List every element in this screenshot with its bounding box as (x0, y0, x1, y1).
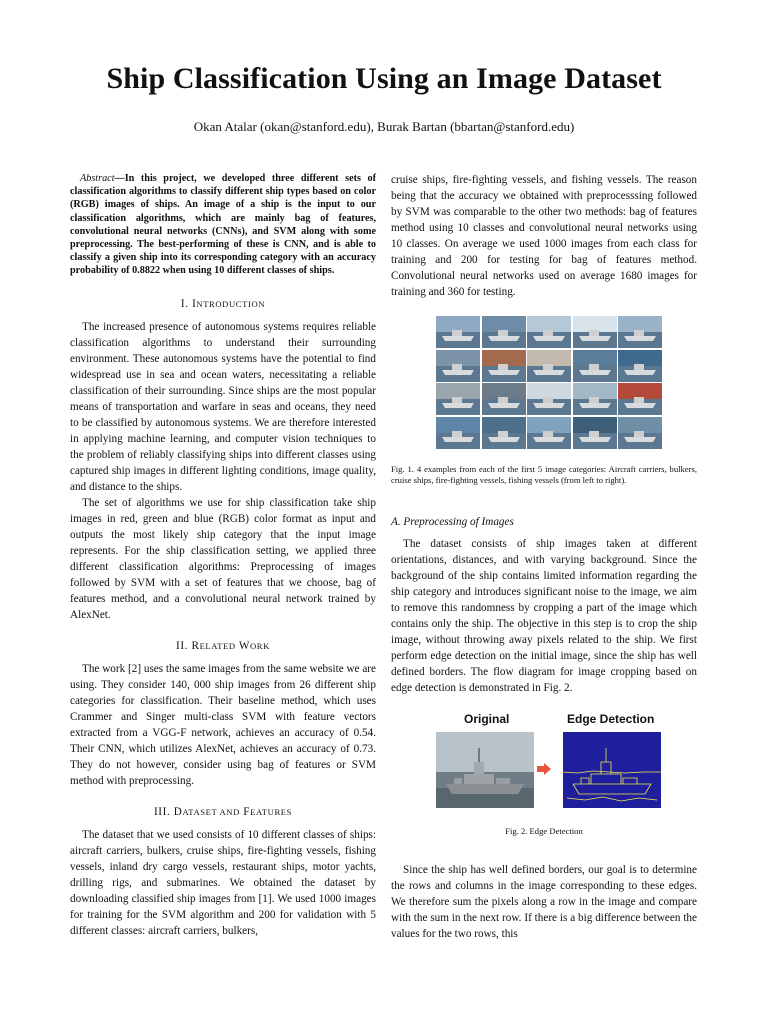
ship-thumbnail (618, 350, 662, 382)
ship-thumbnail (482, 383, 526, 415)
flow-arrow-icon (537, 762, 551, 776)
section-cap-2: F (243, 805, 251, 818)
section-rest: ELATED (199, 640, 236, 651)
section-cap: D (173, 805, 183, 818)
left-column (70, 172, 376, 939)
section-rest: NTRODUCTION (196, 298, 266, 309)
section-rest-2: EATURES (250, 806, 293, 817)
figure-2-edge-label: Edge Detection (567, 712, 655, 727)
ship-thumbnail (618, 316, 662, 348)
section-heading-related-work (70, 640, 376, 652)
edge-detection-image (563, 732, 661, 808)
section-cap: R (191, 639, 200, 652)
ship-thumbnail (436, 417, 480, 449)
ship-thumbnail (482, 417, 526, 449)
figure-1-ship-grid (436, 316, 662, 448)
paper-title: Ship Classification Using an Image Dataset (106, 62, 662, 95)
ship-thumbnail (436, 383, 480, 415)
abstract-dash: — (114, 173, 125, 184)
section-cap-2: W (238, 639, 250, 652)
preprocessing-paragraph: The dataset consists of ship images taken at different orientations, distances, and with varying background. Since the background of the ship contains limited information regarding the ship category and introduces significant noise to the image, we aim to remove this randomness by cropping a part of the image which contains only the ship. The objective in this step is to crop the ship image, without throwing away pixels related to the ship. We first perform edge detection on the initial image, since the ship has well defined borders. The flow diagram for image cropping based on edge detection is demonstrated in Fig. 2. (391, 538, 697, 695)
dataset-paragraph: The dataset that we used consists of 10 different classes of ships: aircraft carriers, bulkers, cruise ships, fire-fighting vessels, fishing vessels, inland dry cargo vessels, restaurant ships, motor yachts, drilling rigs, and submarines. We obtained the dataset by downloading classified ship images from [1]. We used 1000 images for training for the SVM algorithm and 200 for validation with 5 different classes: aircraft carriers, bulkers, (70, 828, 376, 937)
abstract (70, 172, 376, 278)
edge-detection-illustration (563, 732, 661, 808)
original-ship-illustration (436, 732, 534, 808)
figure-2-original-label: Original (464, 712, 510, 727)
section-heading-dataset (70, 806, 376, 818)
figure-2-caption: Fig. 2. Edge Detection (505, 826, 583, 837)
abstract-label: Abstract (80, 173, 115, 184)
section-heading-introduction (70, 298, 376, 310)
ship-thumbnail (573, 383, 617, 415)
right-column (391, 172, 697, 942)
abstract-text: In this project, we developed three different sets of classification algorithms to classify different ship types based on color (RGB) images of ships. An image of a ship is the input to our classification algorithms, which are mainly bag of features, convolutional neural networks (CNNs), and SVM along with some preprocessing. The best-performing of these is CNN, and is able to classify a given ship into its corresponding category with an accuracy probability of 0.8822 when using 10 different classes of ships. (70, 173, 376, 277)
section-cap: I (192, 297, 197, 310)
ship-thumbnail (482, 316, 526, 348)
section-rest: ATASET AND (182, 806, 240, 817)
section-rest-2: ORK (250, 640, 270, 651)
section-numeral: II. (176, 639, 189, 652)
section-numeral: I. (180, 297, 189, 310)
related-work-paragraph: The work [2] uses the same images from the same website we are using. They consider 140, 000 ship images from 26 different ship categories for classification. Their baseline method, which uses Crammer and Singer multi-class SVM with feature vectors extracted from a VGG-F network, achieves an accuracy of 0.54. Their CNN, which utilizes AlexNet, achieves an accuracy of 0.73. They do not however, consider using bag of features or SVM method with preprocessing. (70, 662, 376, 787)
original-ship-image (436, 732, 534, 808)
dataset-paragraph-continued: cruise ships, fire-fighting vessels, and fishing vessels. The reason being that the accuracy we obtained with preprocesssing followed by SVM was comparable to the other two methods: bag of features method using 10 classes and convolutional neural networks using 10 classes. On average we used 1000 images from each class for training and 200 for testing for bag of features method. Convolutional neural networks used on average 1680 images for training and 360 for testing. (391, 174, 697, 298)
subsection-heading-preprocessing: A. Preprocessing of Images (391, 516, 514, 529)
intro-paragraph-1: The increased presence of autonomous systems requires reliable classification algorithms to understand their surrounding environment. These autonomous systems have the potential to find widespread use in sea and ocean waters, necessitating a reliable classification of their surrounding. Since ships are the most popular means of transportation and warfare in seas and oceans, they need to be classified by autonomous systems. We are therefore interested in applying machine learning, and computer vision techniques to the problem of reliably classifying ships into different classes using captured ship images in different lighting conditions, image quality, and distance to the ships. (70, 320, 376, 493)
ship-thumbnail (618, 383, 662, 415)
edge-paragraph: Since the ship has well defined borders, our goal is to determine the rows and columns in the image corresponding to these edges. We therefore sum the pixels along a row in the image and compare with the sum in the next row. If there is a big difference between the values for the two rows, this (391, 863, 697, 940)
ship-thumbnail (527, 383, 571, 415)
ship-thumbnail (527, 350, 571, 382)
ship-thumbnail (527, 316, 571, 348)
ship-thumbnail (527, 417, 571, 449)
ship-thumbnail (573, 316, 617, 348)
author-line: Okan Atalar (okan@stanford.edu), Burak Bartan (bbartan@stanford.edu) (193, 119, 575, 134)
ship-thumbnail (436, 316, 480, 348)
figure-2-edge-detection (391, 712, 697, 812)
ship-thumbnail (573, 417, 617, 449)
ship-thumbnail (618, 417, 662, 449)
figure-1-caption: Fig. 1. 4 examples from each of the first 5 image categories: Aircraft carriers, bulkers, cruise ships, fire-fighting vessels, fishing vessels (from left to right). (391, 464, 697, 486)
ship-thumbnail (573, 350, 617, 382)
ship-thumbnail (436, 350, 480, 382)
ship-thumbnail (482, 350, 526, 382)
intro-paragraph-2: The set of algorithms we use for ship classification take ship images in red, green and blue (RGB) color format as input and outputs the most likely ship category that the input image represents. For the ship classification setting, we applied three different classification algorithms: Preprocessing of images followed by SVM with a set of features that we choose, bag of features method, and a convolutional neural network trained by AlexNet. (70, 496, 376, 621)
section-numeral: III. (153, 805, 171, 818)
